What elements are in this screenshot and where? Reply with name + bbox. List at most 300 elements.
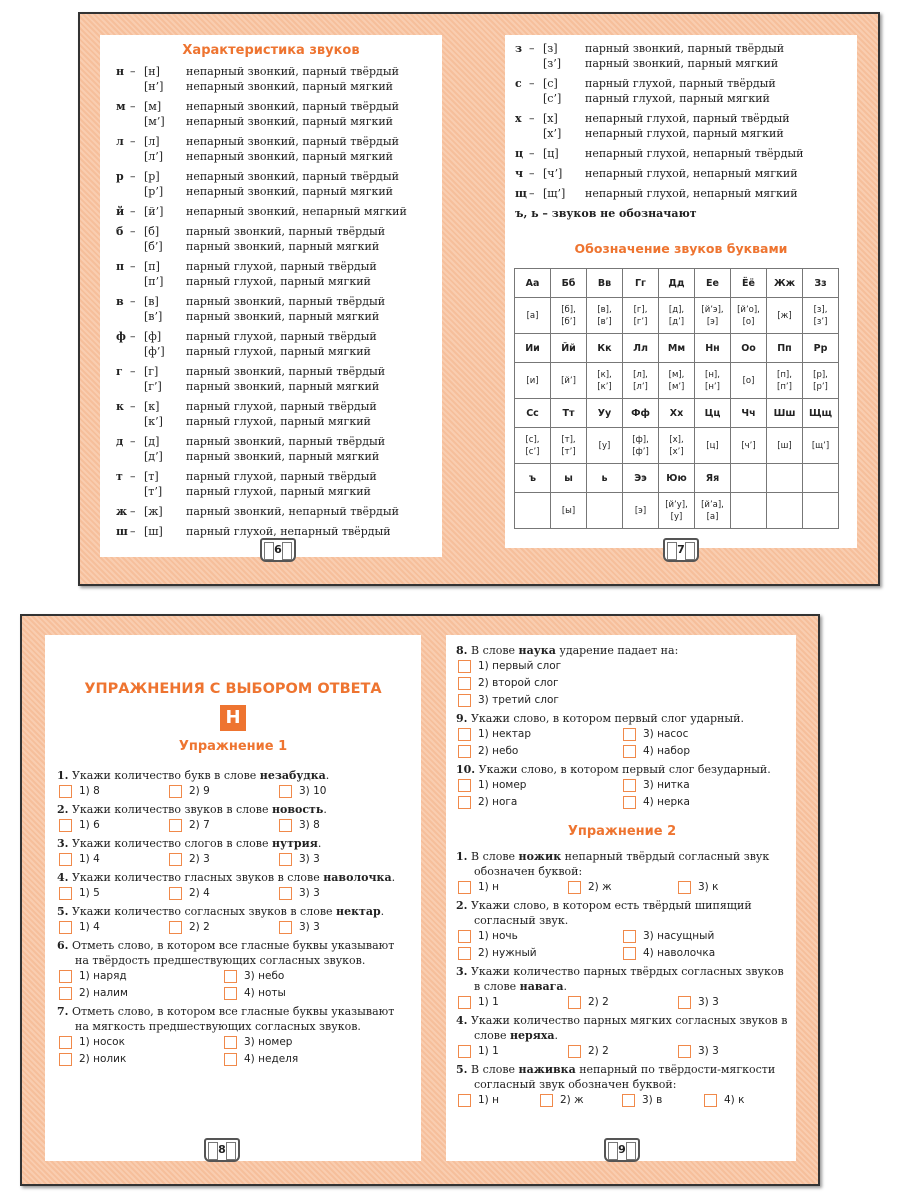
sound-transcription: [л’] bbox=[144, 150, 164, 163]
letter: б bbox=[116, 225, 124, 238]
answer-checkbox[interactable] bbox=[568, 996, 581, 1009]
question-prompt: Укажи количество слогов в слове bbox=[71, 837, 272, 850]
answer-option[interactable] bbox=[678, 1044, 788, 1059]
sound-transcription: [г’] bbox=[144, 380, 162, 393]
answer-checkbox[interactable] bbox=[169, 785, 182, 798]
page-number-9: 9 bbox=[604, 1138, 640, 1162]
answer-option[interactable] bbox=[224, 1035, 389, 1050]
answer-checkbox[interactable] bbox=[224, 1053, 237, 1066]
letter: п bbox=[116, 260, 125, 273]
sound-transcription: [г] bbox=[144, 365, 159, 378]
option-label: 2) второй слог bbox=[478, 677, 559, 689]
question bbox=[456, 964, 788, 1010]
option-label: 1) н bbox=[478, 881, 499, 893]
answer-checkbox[interactable] bbox=[623, 796, 636, 809]
dash-separator: – bbox=[130, 525, 136, 538]
option-label: 3) к bbox=[698, 881, 719, 893]
answer-checkbox[interactable] bbox=[704, 1094, 717, 1107]
sound-entry bbox=[116, 99, 442, 129]
sound-transcription: [к] bbox=[144, 400, 160, 413]
option-label: 2) нога bbox=[478, 796, 518, 808]
table-cell: [й’] bbox=[551, 363, 587, 399]
answer-checkbox[interactable] bbox=[169, 819, 182, 832]
answer-checkbox[interactable] bbox=[224, 970, 237, 983]
answer-options bbox=[59, 969, 409, 1001]
table-cell: [й’у], [у] bbox=[659, 493, 695, 529]
question-prompt-end: . bbox=[323, 803, 327, 816]
sound-transcription: [ф] bbox=[144, 330, 162, 343]
question-prompt-end: непарный твёрдый согласный звук обозначен буквой: bbox=[474, 850, 770, 878]
table-row-letters bbox=[515, 269, 839, 298]
sound-transcription: [д] bbox=[144, 435, 160, 448]
option-label: 2) налим bbox=[79, 987, 128, 999]
answer-checkbox[interactable] bbox=[678, 996, 691, 1009]
table-cell: Чч bbox=[731, 399, 767, 428]
option-label: 1) нектар bbox=[478, 728, 531, 740]
answer-checkbox[interactable] bbox=[623, 779, 636, 792]
answer-checkbox[interactable] bbox=[59, 921, 72, 934]
sound-description: непарный звонкий, непарный мягкий bbox=[186, 205, 407, 218]
answer-option[interactable] bbox=[568, 880, 678, 895]
answer-option[interactable] bbox=[623, 946, 788, 961]
question-prompt-end: . bbox=[317, 837, 322, 850]
sound-transcription: [б’] bbox=[144, 240, 163, 253]
question-number: 2. bbox=[57, 803, 69, 816]
table-cell bbox=[731, 493, 767, 529]
table-cell: [г], [г’] bbox=[623, 298, 659, 334]
question bbox=[456, 711, 788, 759]
question bbox=[456, 1062, 788, 1108]
question-text bbox=[456, 643, 788, 658]
question-prompt: Отметь слово, в котором все гласные буквы указывают на твёрдость предшествующих согласных звуков. bbox=[71, 939, 395, 967]
answer-option[interactable] bbox=[458, 795, 623, 810]
table-cell: Ии bbox=[515, 334, 551, 363]
key-word: новость bbox=[271, 803, 324, 816]
sound-transcription: [ч’] bbox=[543, 167, 563, 180]
answer-checkbox[interactable] bbox=[458, 947, 471, 960]
table-row-sounds bbox=[515, 493, 839, 529]
answer-option[interactable] bbox=[568, 1044, 678, 1059]
question-number: 10. bbox=[456, 763, 476, 776]
answer-checkbox[interactable] bbox=[568, 881, 581, 894]
answer-option[interactable] bbox=[623, 727, 788, 742]
sound-transcription: [р’] bbox=[144, 185, 164, 198]
table-cell: ь bbox=[587, 464, 623, 493]
sound-transcription: [ф’] bbox=[144, 345, 165, 358]
letters-sounds-table bbox=[514, 268, 839, 529]
question-prompt-end: непарный по твёрдости-мягкости согласный звук обозначен буквой: bbox=[474, 1063, 776, 1091]
table-cell: [д], [д’] bbox=[659, 298, 695, 334]
answer-checkbox[interactable] bbox=[224, 987, 237, 1000]
question bbox=[57, 1004, 409, 1067]
table-cell: [ы] bbox=[551, 493, 587, 529]
answer-option[interactable] bbox=[458, 880, 568, 895]
sound-transcription: [с] bbox=[543, 77, 558, 90]
sound-transcription: [н’] bbox=[144, 80, 164, 93]
answer-option[interactable] bbox=[623, 929, 788, 944]
question-prompt-end: . bbox=[391, 871, 396, 884]
answer-option[interactable] bbox=[458, 946, 623, 961]
answer-checkbox[interactable] bbox=[169, 921, 182, 934]
answer-checkbox[interactable] bbox=[59, 987, 72, 1000]
answer-checkbox[interactable] bbox=[623, 728, 636, 741]
table-cell: [й’э], [э] bbox=[695, 298, 731, 334]
spread-pages-8-9 bbox=[20, 614, 820, 1186]
option-label: 3) номер bbox=[244, 1036, 293, 1048]
question-prompt: Укажи количество звуков в слове bbox=[71, 803, 272, 816]
letter: м bbox=[116, 100, 126, 113]
answer-checkbox[interactable] bbox=[279, 785, 292, 798]
question-text bbox=[456, 898, 788, 928]
answer-option[interactable] bbox=[169, 920, 279, 935]
question-text bbox=[57, 802, 409, 817]
answer-checkbox[interactable] bbox=[458, 996, 471, 1009]
question-prompt: В слове bbox=[470, 1063, 519, 1076]
table-cell: Шш bbox=[767, 399, 803, 428]
answer-option[interactable] bbox=[169, 784, 279, 799]
table-cell bbox=[731, 464, 767, 493]
question-number: 9. bbox=[456, 712, 468, 725]
table-cell: Жж bbox=[767, 269, 803, 298]
sound-transcription: [х] bbox=[543, 112, 558, 125]
table-cell: [ч’] bbox=[731, 428, 767, 464]
answer-checkbox[interactable] bbox=[458, 694, 471, 707]
question-prompt: В слове bbox=[470, 644, 519, 657]
answer-checkbox[interactable] bbox=[678, 1045, 691, 1058]
answer-option[interactable] bbox=[59, 818, 169, 833]
sound-transcription: [ж] bbox=[144, 505, 163, 518]
sound-entry bbox=[116, 224, 442, 254]
sound-transcription: [й’] bbox=[144, 205, 164, 218]
question-prompt: Отметь слово, в котором все гласные буквы указывают на мягкость предшествующих согласных звуков. bbox=[71, 1005, 395, 1033]
table-cell bbox=[587, 493, 623, 529]
answer-checkbox[interactable] bbox=[458, 660, 471, 673]
answer-option[interactable] bbox=[568, 995, 678, 1010]
answer-option[interactable] bbox=[458, 1044, 568, 1059]
answer-checkbox[interactable] bbox=[623, 930, 636, 943]
question-prompt: Укажи количество гласных звуков в слове bbox=[71, 871, 324, 884]
answer-checkbox[interactable] bbox=[458, 677, 471, 690]
answer-option[interactable] bbox=[279, 920, 389, 935]
answer-option[interactable] bbox=[458, 693, 788, 708]
sound-description: парный глухой, парный мягкий bbox=[186, 415, 371, 428]
sound-description: парный глухой, парный твёрдый bbox=[186, 260, 377, 273]
sound-transcription: [л] bbox=[144, 135, 160, 148]
table-cell: Уу bbox=[587, 399, 623, 428]
sound-transcription: [з] bbox=[543, 42, 558, 55]
table-cell: Юю bbox=[659, 464, 695, 493]
answer-checkbox[interactable] bbox=[279, 887, 292, 900]
answer-checkbox[interactable] bbox=[59, 1053, 72, 1066]
answer-checkbox[interactable] bbox=[169, 853, 182, 866]
option-label: 3) небо bbox=[244, 970, 285, 982]
sound-transcription: [з’] bbox=[543, 57, 562, 70]
dash-separator: – bbox=[130, 505, 136, 518]
answer-checkbox[interactable] bbox=[623, 745, 636, 758]
sound-transcription: [в] bbox=[144, 295, 159, 308]
question-prompt: Укажи слово, в котором первый слог безударный. bbox=[478, 763, 771, 776]
sound-description: непарный звонкий, парный твёрдый bbox=[186, 135, 399, 148]
answer-option[interactable] bbox=[458, 929, 623, 944]
answer-option[interactable] bbox=[678, 880, 788, 895]
answer-option[interactable] bbox=[279, 784, 389, 799]
answer-option[interactable] bbox=[458, 1093, 540, 1108]
answer-checkbox[interactable] bbox=[568, 1045, 581, 1058]
exercise-title: Упражнение 2 bbox=[567, 824, 677, 839]
answer-checkbox[interactable] bbox=[279, 853, 292, 866]
dash-separator: – bbox=[529, 42, 535, 55]
key-word: нектар bbox=[336, 905, 381, 918]
answer-checkbox[interactable] bbox=[59, 887, 72, 900]
option-label: 2) 9 bbox=[189, 785, 210, 797]
option-label: 4) набор bbox=[643, 745, 690, 757]
table-cell: [щ’] bbox=[803, 428, 839, 464]
answer-checkbox[interactable] bbox=[458, 930, 471, 943]
question-text bbox=[57, 870, 409, 885]
answer-checkbox[interactable] bbox=[458, 745, 471, 758]
answer-options bbox=[59, 818, 409, 833]
dash-separator: – bbox=[130, 470, 136, 483]
question bbox=[57, 768, 409, 799]
answer-option[interactable] bbox=[704, 1093, 786, 1108]
sound-description: парный глухой, парный твёрдый bbox=[585, 77, 776, 90]
answer-checkbox[interactable] bbox=[279, 921, 292, 934]
table-cell: Фф bbox=[623, 399, 659, 428]
answer-option[interactable] bbox=[458, 727, 623, 742]
answer-option[interactable] bbox=[59, 852, 169, 867]
table-cell: Ээ bbox=[623, 464, 659, 493]
table-cell: [й’а], [а] bbox=[695, 493, 731, 529]
answer-option[interactable] bbox=[59, 986, 224, 1001]
answer-option[interactable] bbox=[59, 1035, 224, 1050]
answer-option[interactable] bbox=[678, 995, 788, 1010]
question-text bbox=[57, 904, 409, 919]
table-cell: [х], [х’] bbox=[659, 428, 695, 464]
question bbox=[456, 1013, 788, 1059]
key-word: наживка bbox=[518, 1063, 576, 1076]
option-label: 1) номер bbox=[478, 779, 527, 791]
page-number-8: 8 bbox=[204, 1138, 240, 1162]
answer-checkbox[interactable] bbox=[458, 779, 471, 792]
answer-option[interactable] bbox=[169, 818, 279, 833]
question-number: 5. bbox=[456, 1063, 468, 1076]
question-text bbox=[57, 836, 409, 851]
table-cell: Гг bbox=[623, 269, 659, 298]
table-cell: [а] bbox=[515, 298, 551, 334]
sound-description: парный глухой, парный твёрдый bbox=[186, 330, 377, 343]
sound-transcription: [т’] bbox=[144, 485, 163, 498]
question-prompt: Укажи количество букв в слове bbox=[71, 769, 260, 782]
table-cell: ъ bbox=[515, 464, 551, 493]
option-label: 2) нужный bbox=[478, 947, 537, 959]
option-label: 2) 2 bbox=[189, 921, 210, 933]
table-cell: [л], [л’] bbox=[623, 363, 659, 399]
sound-description: непарный звонкий, парный мягкий bbox=[186, 115, 394, 128]
answer-option[interactable] bbox=[224, 1052, 389, 1067]
answer-option[interactable] bbox=[59, 1052, 224, 1067]
sound-transcription: [р] bbox=[144, 170, 160, 183]
question bbox=[456, 643, 788, 708]
sound-transcription: [п] bbox=[144, 260, 160, 273]
key-word: ножик bbox=[518, 850, 562, 863]
question-number: 1. bbox=[57, 769, 69, 782]
answer-checkbox[interactable] bbox=[224, 1036, 237, 1049]
answer-option[interactable] bbox=[59, 784, 169, 799]
sound-description: парный звонкий, парный мягкий bbox=[186, 450, 380, 463]
option-label: 2) ж bbox=[588, 881, 612, 893]
sound-transcription: [х’] bbox=[543, 127, 562, 140]
answer-checkbox[interactable] bbox=[59, 970, 72, 983]
answer-checkbox[interactable] bbox=[622, 1094, 635, 1107]
question-prompt-end: . bbox=[380, 905, 385, 918]
letter: л bbox=[116, 135, 124, 148]
option-label: 4) к bbox=[724, 1094, 745, 1106]
sound-entry bbox=[116, 434, 442, 464]
option-label: 3) 10 bbox=[299, 785, 327, 797]
question-text bbox=[456, 1013, 788, 1043]
sound-description: непарный глухой, непарный мягкий bbox=[585, 167, 798, 180]
table-cell: Вв bbox=[587, 269, 623, 298]
option-label: 1) 4 bbox=[79, 921, 100, 933]
sound-description: непарный глухой, непарный твёрдый bbox=[585, 147, 804, 160]
question-text bbox=[57, 768, 409, 783]
dash-separator: – bbox=[130, 435, 136, 448]
key-word: навага bbox=[519, 980, 564, 993]
option-label: 1) первый слог bbox=[478, 660, 562, 672]
answer-option[interactable] bbox=[540, 1093, 622, 1108]
option-label: 1) 6 bbox=[79, 819, 100, 831]
table-cell: Лл bbox=[623, 334, 659, 363]
table-cell: [к], [к’] bbox=[587, 363, 623, 399]
answer-option[interactable] bbox=[169, 886, 279, 901]
table-cell: [м], [м’] bbox=[659, 363, 695, 399]
sound-entry bbox=[116, 469, 442, 499]
option-label: 1) ночь bbox=[478, 930, 518, 942]
letter: г bbox=[116, 365, 123, 378]
table-cell: Щщ bbox=[803, 399, 839, 428]
sound-entry bbox=[116, 329, 442, 359]
question-prompt-end: ударение падает на: bbox=[555, 644, 679, 657]
table-cell: Сс bbox=[515, 399, 551, 428]
table-cell: Бб bbox=[551, 269, 587, 298]
option-label: 2) 2 bbox=[588, 996, 609, 1008]
question bbox=[57, 938, 409, 1001]
answer-options bbox=[458, 929, 788, 961]
answer-option[interactable] bbox=[458, 744, 623, 759]
sound-description: парный глухой, непарный твёрдый bbox=[186, 525, 391, 538]
answer-option[interactable] bbox=[279, 886, 389, 901]
sound-description: парный звонкий, парный твёрдый bbox=[186, 295, 386, 308]
answer-option[interactable] bbox=[279, 818, 389, 833]
answer-options bbox=[458, 778, 788, 810]
answer-checkbox[interactable] bbox=[458, 728, 471, 741]
sound-transcription: [н] bbox=[144, 65, 160, 78]
answer-option[interactable] bbox=[169, 852, 279, 867]
answer-option[interactable] bbox=[224, 969, 389, 984]
answer-checkbox[interactable] bbox=[59, 785, 72, 798]
answer-options bbox=[458, 880, 788, 895]
sound-description: непарный глухой, парный мягкий bbox=[585, 127, 784, 140]
answer-checkbox[interactable] bbox=[540, 1094, 553, 1107]
question bbox=[57, 802, 409, 833]
sound-description: парный звонкий, парный твёрдый bbox=[186, 435, 386, 448]
answer-checkbox[interactable] bbox=[458, 881, 471, 894]
answer-option[interactable] bbox=[623, 795, 788, 810]
letter: ж bbox=[116, 505, 128, 518]
answer-checkbox[interactable] bbox=[279, 819, 292, 832]
option-label: 3) нитка bbox=[643, 779, 690, 791]
sound-description: парный звонкий, парный твёрдый bbox=[585, 42, 785, 55]
dash-separator: – bbox=[529, 167, 535, 180]
answer-option[interactable] bbox=[59, 886, 169, 901]
answer-option[interactable] bbox=[458, 676, 788, 691]
answer-checkbox[interactable] bbox=[678, 881, 691, 894]
answer-option[interactable] bbox=[458, 778, 623, 793]
table-row-letters bbox=[515, 464, 839, 493]
question-number: 2. bbox=[456, 899, 468, 912]
answer-checkbox[interactable] bbox=[59, 1036, 72, 1049]
sound-description: парный звонкий, парный твёрдый bbox=[186, 365, 386, 378]
question bbox=[57, 870, 409, 901]
answer-options bbox=[458, 659, 788, 708]
answer-option[interactable] bbox=[224, 986, 389, 1001]
option-label: 3) 3 bbox=[299, 887, 320, 899]
answer-option[interactable] bbox=[59, 920, 169, 935]
answer-option[interactable] bbox=[458, 659, 788, 674]
answer-checkbox[interactable] bbox=[59, 819, 72, 832]
option-label: 1) 8 bbox=[79, 785, 100, 797]
table-cell: Ее bbox=[695, 269, 731, 298]
key-word: незабудка bbox=[259, 769, 326, 782]
table-cell bbox=[803, 464, 839, 493]
dash-separator: – bbox=[130, 400, 136, 413]
answer-checkbox[interactable] bbox=[458, 796, 471, 809]
option-label: 3) 3 bbox=[299, 853, 320, 865]
table-row-sounds bbox=[515, 298, 839, 334]
page-7 bbox=[505, 35, 857, 548]
option-label: 1) 5 bbox=[79, 887, 100, 899]
answer-option[interactable] bbox=[59, 969, 224, 984]
answer-option[interactable] bbox=[623, 744, 788, 759]
table-row-letters bbox=[515, 334, 839, 363]
option-label: 2) нолик bbox=[79, 1053, 127, 1065]
answer-option[interactable] bbox=[458, 995, 568, 1010]
sound-description: парный звонкий, парный мягкий bbox=[585, 57, 779, 70]
option-label: 2) 4 bbox=[189, 887, 210, 899]
letter: х bbox=[515, 112, 522, 125]
question-prompt-end: . bbox=[554, 1029, 559, 1042]
answer-checkbox[interactable] bbox=[458, 1045, 471, 1058]
sound-description: непарный звонкий, парный твёрдый bbox=[186, 170, 399, 183]
letter: ч bbox=[515, 167, 524, 180]
answer-checkbox[interactable] bbox=[623, 947, 636, 960]
answer-checkbox[interactable] bbox=[169, 887, 182, 900]
answer-option[interactable] bbox=[623, 778, 788, 793]
answer-checkbox[interactable] bbox=[458, 1094, 471, 1107]
table-cell: Зз bbox=[803, 269, 839, 298]
sound-list bbox=[505, 35, 857, 201]
answer-option[interactable] bbox=[279, 852, 389, 867]
answer-checkbox[interactable] bbox=[59, 853, 72, 866]
option-label: 3) насущный bbox=[643, 930, 715, 942]
table-cell: Дд bbox=[659, 269, 695, 298]
sound-transcription: [т] bbox=[144, 470, 159, 483]
answer-option[interactable] bbox=[622, 1093, 704, 1108]
table-cell: [н], [н’] bbox=[695, 363, 731, 399]
dash-separator: – bbox=[529, 187, 535, 200]
sound-transcription: [б] bbox=[144, 225, 160, 238]
option-label: 4) неделя bbox=[244, 1053, 299, 1065]
